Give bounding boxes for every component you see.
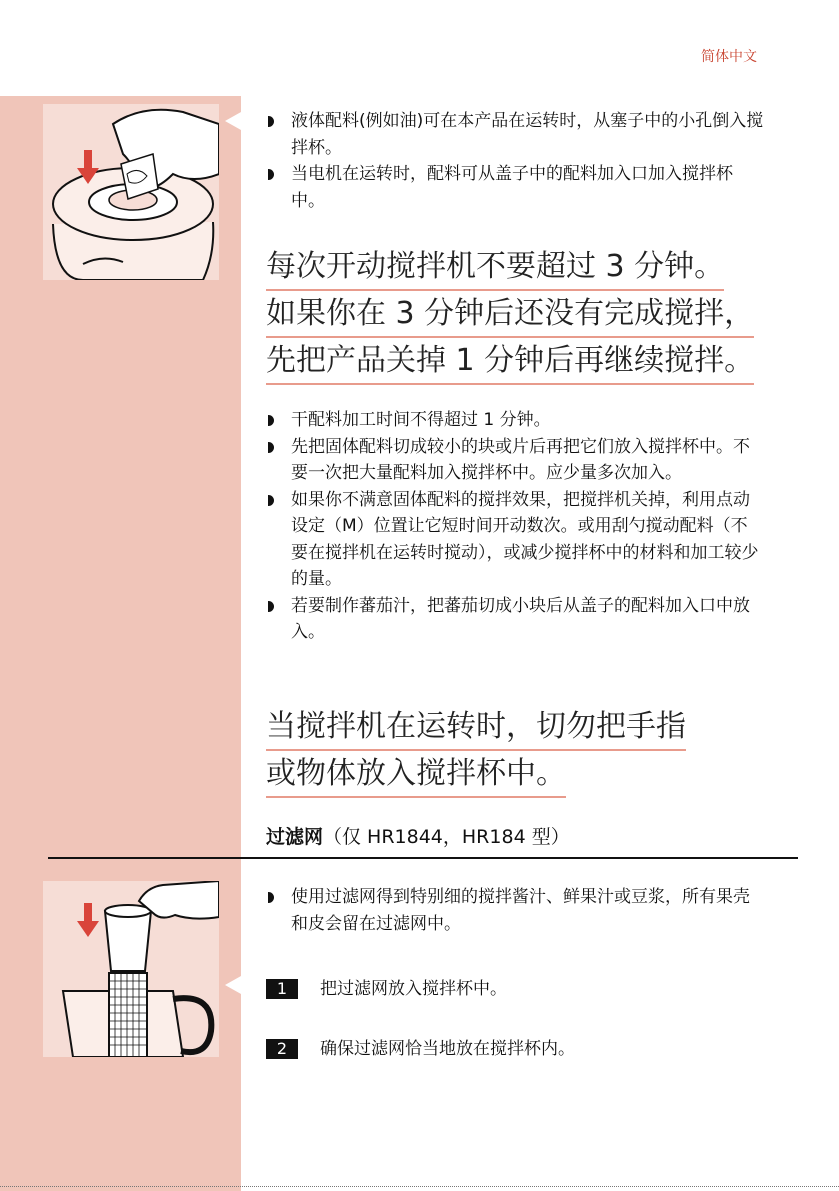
step-text: 确保过滤网恰当地放在搅拌杯内。 xyxy=(320,1039,575,1059)
step-2 xyxy=(266,1036,575,1062)
illustration-lid-feed-hole xyxy=(43,104,219,280)
bullet-list-dry-ingredients xyxy=(264,407,764,646)
down-arrow-icon xyxy=(77,150,99,184)
warning-operation-time: 每次开动搅拌机不要超过 3 分钟。 如果你在 3 分钟后还没有完成搅拌， 先把产品关掉 1 分钟后再继续搅拌。 xyxy=(266,245,754,386)
step-1 xyxy=(266,976,507,1002)
list-item: 如果你不满意固体配料的搅拌效果，把搅拌机关掉，利用点动设定（M）位置让它短时间开动数次。或用刮勺搅动配料（不要在搅拌机在运转时搅动），或减少搅拌杯中的材料和加工较少的量。 xyxy=(264,487,764,593)
bullet-list-filter xyxy=(264,884,764,937)
down-arrow-icon xyxy=(77,903,99,937)
list-item: 当电机在运转时，配料可从盖子中的配料加入口加入搅拌杯中。 xyxy=(264,161,764,214)
bullet-list-feed xyxy=(264,108,764,214)
language-label: 简体中文 xyxy=(701,49,757,65)
list-item: 使用过滤网得到特别细的搅拌酱汁、鲜果汁或豆浆，所有果壳和皮会留在过滤网中。 xyxy=(264,884,764,937)
list-item: 液体配料(例如油)可在本产品在运转时，从塞子中的小孔倒入搅拌杯。 xyxy=(264,108,764,161)
section-divider xyxy=(48,857,798,859)
figure-pointer xyxy=(225,112,241,130)
step-number: 1 xyxy=(266,979,298,999)
illustration-filter-insert xyxy=(43,881,219,1057)
list-item: 若要制作蕃茄汁，把蕃茄切成小块后从盖子的配料加入口中放入。 xyxy=(264,593,764,646)
step-number: 2 xyxy=(266,1039,298,1059)
list-item: 干配料加工时间不得超过 1 分钟。 xyxy=(264,407,764,434)
warning-fingers: 当搅拌机在运转时，切勿把手指 或物体放入搅拌杯中。 xyxy=(266,705,686,799)
figure-pointer xyxy=(225,976,241,994)
filter-section-title: 过滤网（仅 HR1844，HR184 型） xyxy=(266,826,570,848)
step-text: 把过滤网放入搅拌杯中。 xyxy=(320,979,507,999)
page-bottom-rule xyxy=(0,1186,839,1187)
list-item: 先把固体配料切成较小的块或片后再把它们放入搅拌杯中。不要一次把大量配料加入搅拌杯中。应少量多次加入。 xyxy=(264,434,764,487)
